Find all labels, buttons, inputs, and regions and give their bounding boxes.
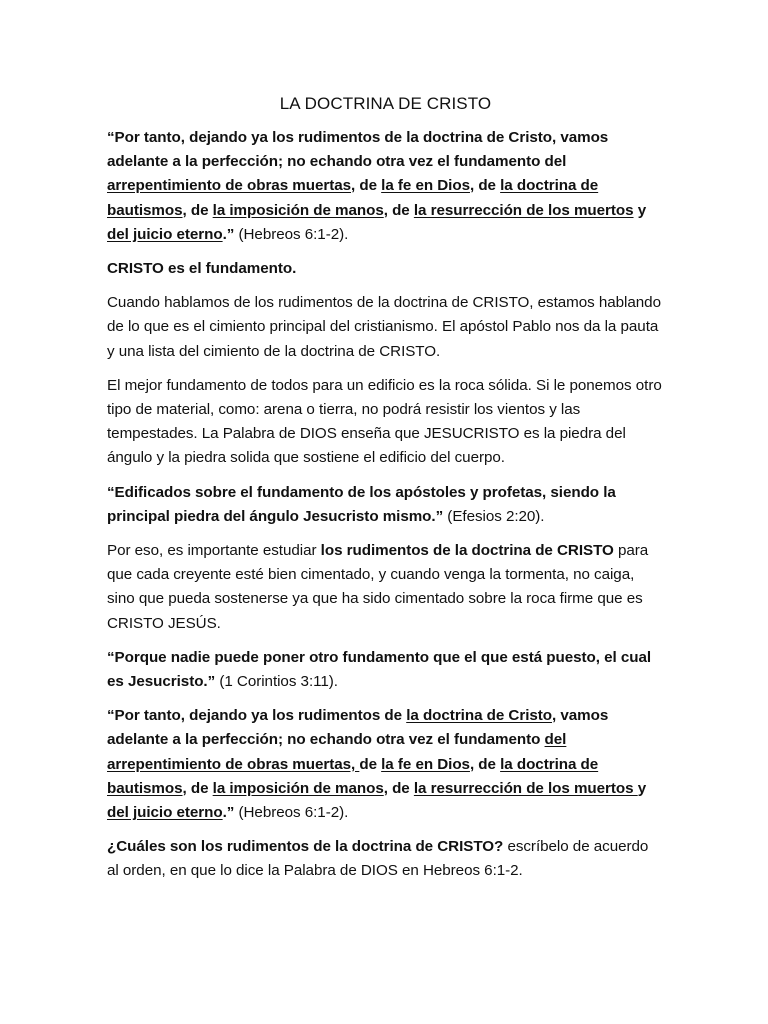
quote-reference: (1 Corintios 3:11). [215,673,338,691]
quote-text: “Por tanto, dejando ya los rudimentos de la doctrina de Cristo, vamos adelante a la perfección; no echando otra vez el fundamento del arrepentimiento de obras muertas, de la fe en Dios, de la doctrina de bautismos, de la imposición de manos, de la resurrección de los muertos y del juicio eterno.” [107,129,647,243]
quote-reference: (Hebreos 6:1-2). [234,225,349,243]
quote-corintios: “Porque nadie puede poner otro fundamento que el que está puesto, el cual es Jesucristo.” (1 Corintios 3:11). [107,648,652,691]
quote-text: “Por tanto, dejando ya los rudimentos de la doctrina de Cristo, vamos adelante a la perfección; no echando otra vez el fundamento del arrepentimiento de obras muertas, de la fe en Dios, de la doctrina de bautismos, de la imposición de manos, de la resurrección de los muertos y del juicio eterno.” [107,707,647,822]
quote-efesios: “Edificados sobre el fundamento de los apóstoles y profetas, siendo la principal piedra del ángulo Jesucristo mismo.” (Efesios 2:20). [107,483,616,525]
paragraph-importancia: Por eso, es importante estudiar los rudimentos de la doctrina de CRISTO para que cada creyente esté bien cimentado, y cuando venga la tormenta, no caiga, sino que pueda sostenerse ya que ha sido cimentado sobre la roca firme que es CRISTO JESÚS. [107,542,649,632]
quote-hebreos-1 [107,126,664,247]
paragraph-rudimentos: Cuando hablamos de los rudimentos de la doctrina de CRISTO, estamos hablando de lo que es el cimiento principal del cristianismo. El apóstol Pablo nos da la pauta y una lista del cimiento de la doctrina de CRISTO. [107,294,661,360]
question-text: ¿Cuáles son los rudimentos de la doctrina de CRISTO? [107,838,504,856]
section-heading: CRISTO es el fundamento. [107,260,297,278]
paragraph-fundamento: El mejor fundamento de todos para un edificio es la roca sólida. Si le ponemos otro tipo de material, como: arena o tierra, no podrá resistir los vientos y las tempestades. La Palabra de DIOS enseña que JESUCRISTO es la piedra del ángulo y la piedra solida que sostiene el edificio del cuerpo. [107,376,662,467]
question-paragraph: ¿Cuáles son los rudimentos de la doctrina de CRISTO? escríbelo de acuerdo al orden, en que lo dice la Palabra de DIOS en Hebreos 6:1-2. [107,838,649,880]
quote-reference: (Hebreos 6:1-2). [234,804,349,822]
quote-reference: (Efesios 2:20). [443,507,545,525]
quote-hebreos-2 [107,704,664,825]
document-title: LA DOCTRINA DE CRISTO [279,94,492,113]
